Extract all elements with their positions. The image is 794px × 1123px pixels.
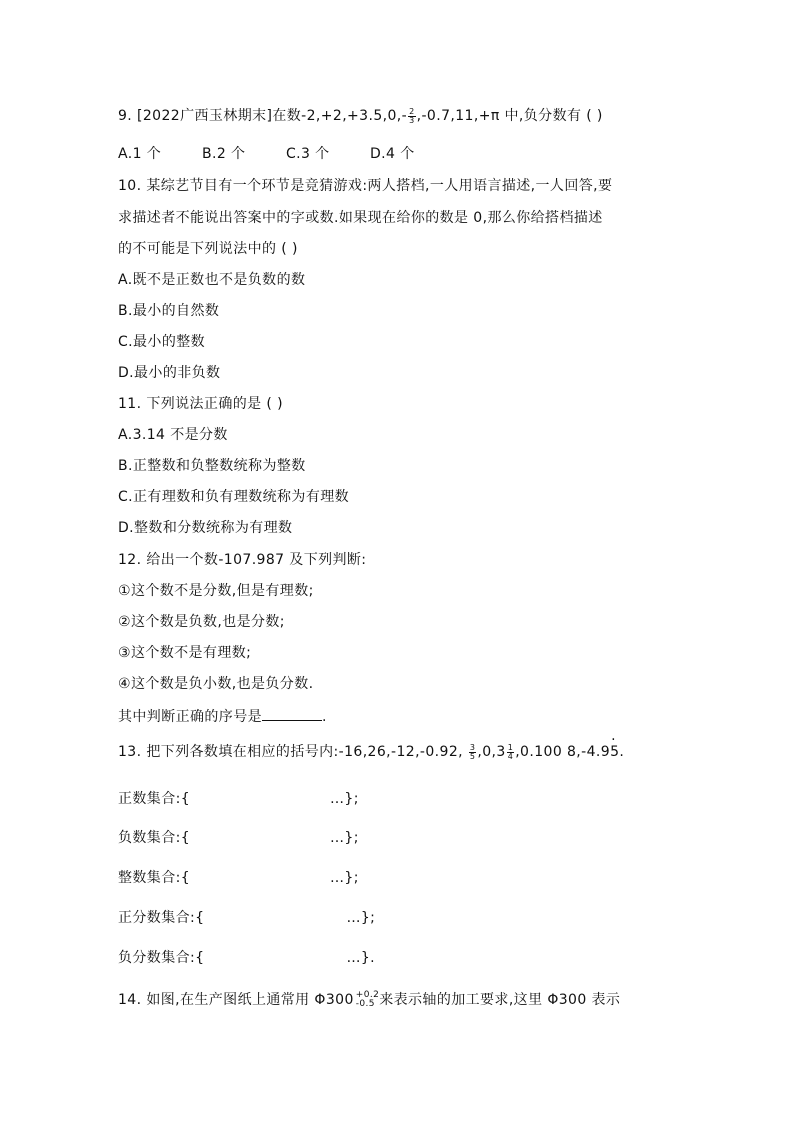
q9-text-suffix: ,-0.7,11,+π 中,负分数有 ( ) bbox=[416, 108, 603, 124]
q12-item-4: ④这个数是负小数,也是负分数. bbox=[118, 676, 314, 692]
set-end: …}; bbox=[330, 870, 359, 886]
q13-text-mid: ,0, bbox=[477, 744, 497, 760]
q10-option-d: D.最小的非负数 bbox=[118, 365, 221, 381]
fraction-denominator: 5 bbox=[469, 751, 476, 761]
q10-option-a: A.既不是正数也不是负数的数 bbox=[118, 272, 306, 288]
tolerance-lower: -0.5 bbox=[355, 999, 375, 1009]
question-10-line-2: 求描述者不能说出答案中的字或数.如果现在给你的数是 0,那么你给搭档描述 bbox=[118, 210, 603, 226]
tolerance-upper: +0.2 bbox=[355, 990, 380, 1000]
fraction-numerator: 3 bbox=[469, 742, 476, 752]
q11-option-a: A.3.14 不是分数 bbox=[118, 427, 228, 443]
set-label: 正数集合:{ bbox=[118, 791, 191, 807]
q11-option-b: B.正整数和负整数统称为整数 bbox=[118, 458, 306, 474]
fraction-numerator: 1 bbox=[507, 742, 514, 752]
question-10-line-3: 的不可能是下列说法中的 ( ) bbox=[118, 241, 298, 257]
fraction-denominator: 4 bbox=[507, 751, 514, 761]
q10-option-b: B.最小的自然数 bbox=[118, 303, 220, 319]
question-14-stem bbox=[118, 990, 620, 1010]
fraction-denominator: 3 bbox=[409, 115, 415, 125]
q14-text-prefix: 14. 如图,在生产图纸上通常用 Φ300 bbox=[118, 992, 354, 1008]
q9-neg-sign: - bbox=[401, 108, 408, 124]
q9-option-d: D.4 个 bbox=[370, 146, 415, 162]
set-label: 整数集合:{ bbox=[118, 870, 191, 886]
question-11-stem: 11. 下列说法正确的是 ( ) bbox=[118, 396, 283, 412]
q11-option-d: D.整数和分数统称为有理数 bbox=[118, 520, 293, 536]
mixed-number bbox=[496, 744, 515, 760]
q9-text-prefix: 9. [2022广西玉林期末]在数-2,+2,+3.5,0, bbox=[118, 108, 402, 124]
set-label: 正分数集合:{ bbox=[118, 910, 205, 926]
question-9-stem bbox=[118, 106, 603, 126]
set-end: …}. bbox=[346, 950, 375, 966]
tolerance bbox=[356, 991, 379, 1009]
question-10-line-1: 10. 某综艺节目有一个环节是竞猜游戏:两人搭档,一人用语言描述,一人回答,要 bbox=[118, 178, 613, 194]
q9-option-a: A.1 个 bbox=[118, 146, 162, 162]
set-integer bbox=[118, 868, 359, 888]
set-label: 负数集合:{ bbox=[118, 830, 191, 846]
set-positive-fraction bbox=[118, 908, 375, 928]
fraction-two-thirds bbox=[408, 108, 416, 125]
set-negative-fraction bbox=[118, 948, 375, 968]
set-end: …}; bbox=[330, 791, 359, 807]
q9-option-b: B.2 个 bbox=[202, 146, 246, 162]
q12-item-2: ②这个数是负数,也是分数; bbox=[118, 614, 285, 630]
repeating-digit: 5 · bbox=[610, 742, 619, 762]
q9-option-c: C.3 个 bbox=[286, 146, 330, 162]
q13-text-prefix: 13. 把下列各数填在相应的括号内:-16,26,-12,-0.92, bbox=[118, 744, 464, 760]
set-end: …}; bbox=[330, 830, 359, 846]
q12-item-1: ①这个数不是分数,但是有理数; bbox=[118, 583, 314, 599]
q12-item-3: ③这个数不是有理数; bbox=[118, 645, 252, 661]
q11-option-c: C.正有理数和负有理数统称为有理数 bbox=[118, 489, 350, 505]
question-13-stem bbox=[118, 742, 624, 762]
q13-text-tail: ,0.100 8,-4.9 bbox=[515, 744, 611, 760]
question-12-stem: 12. 给出一个数-107.987 及下列判断: bbox=[118, 552, 367, 568]
set-end: …}; bbox=[346, 910, 376, 926]
q12-answer-prefix: 其中判断正确的序号是 bbox=[118, 709, 262, 725]
answer-blank[interactable] bbox=[262, 706, 322, 721]
set-positive bbox=[118, 789, 359, 809]
fraction-three-fifths bbox=[469, 744, 477, 761]
q12-answer-line bbox=[118, 706, 327, 727]
q10-option-c: C.最小的整数 bbox=[118, 334, 206, 350]
q13-text-end: . bbox=[619, 744, 625, 760]
question-9-options bbox=[118, 144, 415, 164]
q14-text-suffix: 来表示轴的加工要求,这里 Φ300 表示 bbox=[379, 992, 621, 1008]
set-negative bbox=[118, 828, 359, 848]
set-label: 负分数集合:{ bbox=[118, 950, 205, 966]
mixed-whole: 3 bbox=[496, 744, 506, 760]
fraction-numerator: 2 bbox=[409, 106, 415, 116]
mixed-fraction bbox=[507, 744, 515, 761]
q12-answer-suffix: . bbox=[322, 709, 327, 725]
